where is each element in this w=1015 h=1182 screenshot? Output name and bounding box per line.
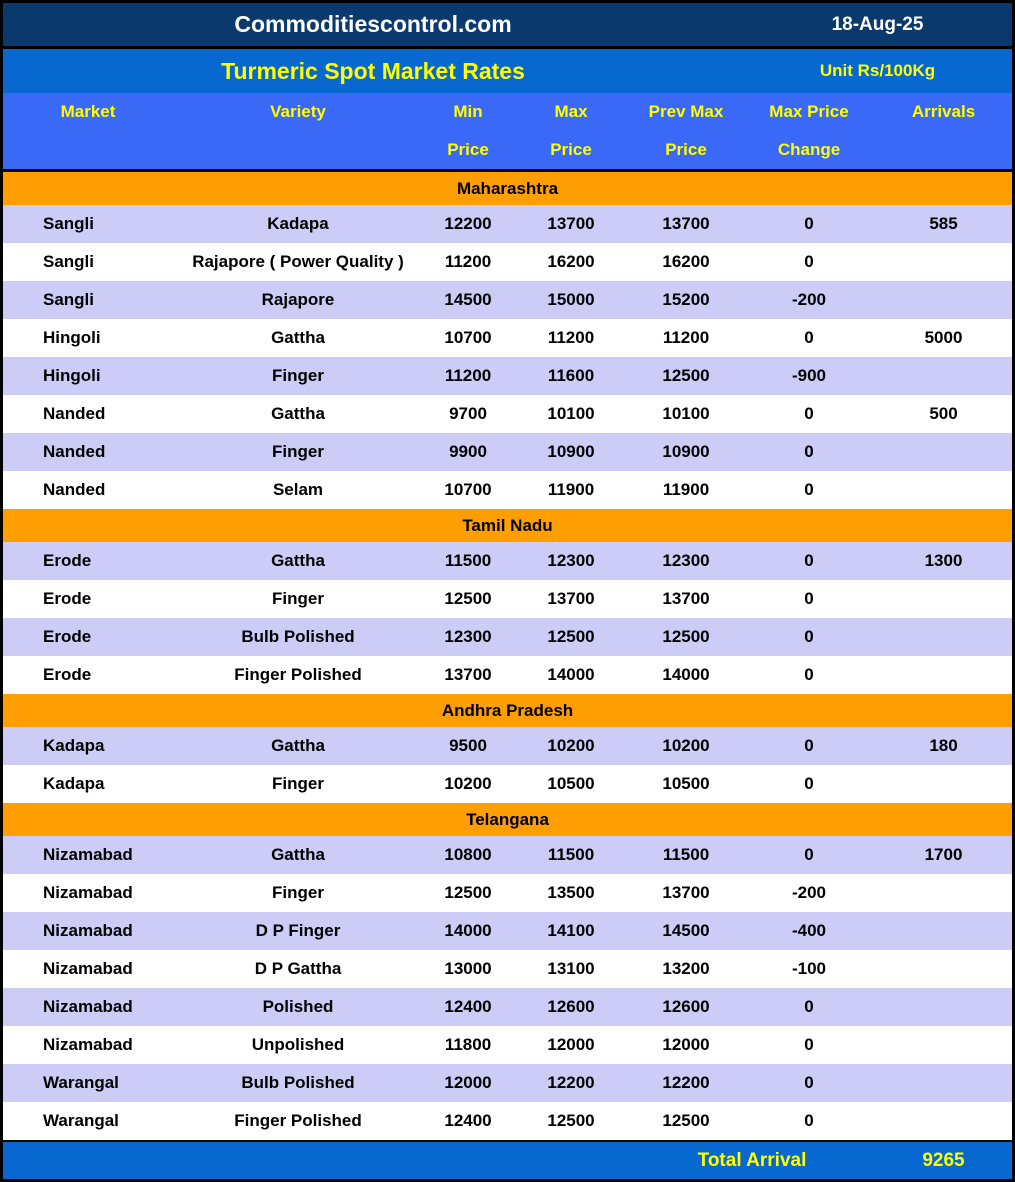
column-header-max-price: Change	[777, 140, 841, 159]
table-row	[3, 912, 1012, 950]
max-price-change-cell: 0	[804, 845, 814, 864]
min-price-cell: 11200	[444, 366, 492, 385]
prev-max-price-cell: 13200	[662, 959, 710, 978]
table-section	[3, 694, 1012, 803]
min-price-cell: 9500	[449, 736, 487, 755]
max-price-change-cell: 0	[804, 328, 814, 347]
prev-max-price-cell: 14500	[662, 921, 710, 940]
prev-max-price-cell: 12200	[662, 1073, 710, 1092]
max-price-change-cell: 0	[804, 665, 814, 684]
column-header-max-price: Max Price	[769, 102, 849, 121]
table-row	[3, 205, 1012, 243]
max-price-cell: 14100	[547, 921, 595, 940]
market-cell: Kadapa	[43, 736, 105, 755]
prev-max-price-cell: 12000	[662, 1035, 710, 1054]
max-price-change-cell: -900	[791, 366, 827, 385]
prev-max-price-cell: 12600	[662, 997, 710, 1016]
column-header-bar	[3, 93, 1012, 169]
column-header-prev-max: Prev Max	[648, 102, 724, 121]
table-section	[3, 172, 1012, 509]
variety-cell: Finger Polished	[234, 665, 362, 684]
min-price-cell: 14500	[444, 290, 492, 309]
variety-cell: Gattha	[271, 551, 325, 570]
variety-cell: Finger	[272, 774, 324, 793]
max-price-cell: 10500	[547, 774, 595, 793]
prev-max-price-cell: 15200	[662, 290, 710, 309]
min-price-cell: 10200	[444, 774, 492, 793]
table-row	[3, 281, 1012, 319]
min-price-cell: 10700	[444, 480, 492, 499]
table-row	[3, 471, 1012, 509]
top-header-bar	[3, 3, 1012, 46]
max-price-change-cell: 0	[804, 214, 814, 233]
table-row	[3, 433, 1012, 471]
unit-label: Unit Rs/100Kg	[819, 61, 936, 80]
table-row	[3, 1064, 1012, 1102]
site-title: Commoditiescontrol.com	[234, 11, 512, 37]
variety-cell: Finger	[272, 366, 324, 385]
max-price-cell: 12300	[547, 551, 595, 570]
market-cell: Erode	[43, 627, 92, 646]
max-price-change-cell: 0	[804, 627, 814, 646]
max-price-cell: 13700	[547, 214, 595, 233]
max-price-change-cell: 0	[804, 404, 814, 423]
column-header-min: Min	[453, 102, 483, 121]
prev-max-price-cell: 13700	[662, 214, 710, 233]
table-row	[3, 765, 1012, 803]
column-header-row	[3, 93, 1012, 131]
max-price-cell: 15000	[547, 290, 595, 309]
max-price-change-cell: -200	[791, 290, 827, 309]
max-price-cell: 11500	[547, 845, 595, 864]
table-row	[3, 874, 1012, 912]
variety-cell: Polished	[262, 997, 334, 1016]
max-price-change-cell: 0	[804, 442, 814, 461]
prev-max-price-cell: 13700	[662, 589, 710, 608]
variety-cell: D P Finger	[255, 921, 341, 940]
market-cell: Warangal	[43, 1073, 119, 1092]
prev-max-price-cell: 10200	[662, 736, 710, 755]
market-cell: Nizamabad	[43, 1035, 133, 1054]
market-cell: Sangli	[43, 214, 95, 233]
column-header-max: Max	[554, 102, 588, 121]
market-cell: Warangal	[43, 1111, 119, 1130]
footer-bar	[3, 1142, 1012, 1179]
max-price-cell: 10100	[547, 404, 595, 423]
market-cell: Sangli	[43, 252, 95, 271]
min-price-cell: 12500	[444, 589, 492, 608]
variety-cell: Bulb Polished	[241, 1073, 355, 1092]
arrivals-cell: 1700	[924, 845, 963, 864]
min-price-cell: 10700	[444, 328, 492, 347]
max-price-cell: 14000	[547, 665, 595, 684]
max-price-cell: 12500	[547, 1111, 595, 1130]
variety-cell: Gattha	[271, 736, 325, 755]
column-header-min: Price	[447, 140, 489, 159]
section-header: Tamil Nadu	[3, 509, 1012, 542]
min-price-cell: 13700	[444, 665, 492, 684]
max-price-change-cell: -200	[791, 883, 827, 902]
arrivals-cell: 5000	[924, 328, 963, 347]
max-price-change-cell: 0	[804, 252, 814, 271]
variety-cell: Gattha	[271, 845, 325, 864]
max-price-cell: 12500	[547, 627, 595, 646]
variety-cell: Bulb Polished	[241, 627, 355, 646]
market-cell: Nizamabad	[43, 883, 133, 902]
max-price-cell: 11900	[547, 480, 595, 499]
market-cell: Kadapa	[43, 774, 105, 793]
max-price-cell: 11200	[547, 328, 595, 347]
table-row	[3, 988, 1012, 1026]
max-price-change-cell: 0	[804, 1073, 814, 1092]
market-cell: Hingoli	[43, 366, 101, 385]
column-header-prev-max: Price	[665, 140, 707, 159]
min-price-cell: 12000	[444, 1073, 492, 1092]
variety-cell: Finger	[272, 442, 324, 461]
market-cell: Nizamabad	[43, 845, 133, 864]
max-price-cell: 13100	[547, 959, 595, 978]
max-price-change-cell: 0	[804, 480, 814, 499]
prev-max-price-cell: 14000	[662, 665, 710, 684]
max-price-change-cell: 0	[804, 589, 814, 608]
min-price-cell: 12400	[444, 1111, 492, 1130]
min-price-cell: 11200	[444, 252, 492, 271]
section-header: Telangana	[3, 803, 1012, 836]
min-price-cell: 12500	[444, 883, 492, 902]
table-row	[3, 1102, 1012, 1140]
min-price-cell: 9900	[449, 442, 487, 461]
table-section	[3, 509, 1012, 694]
min-price-cell: 13000	[444, 959, 492, 978]
prev-max-price-cell: 10900	[662, 442, 710, 461]
min-price-cell: 12400	[444, 997, 492, 1016]
total-arrival-label: Total Arrival	[697, 1149, 807, 1171]
prev-max-price-cell: 12500	[662, 627, 710, 646]
table-body	[3, 172, 1012, 1140]
max-price-cell: 13500	[547, 883, 595, 902]
variety-cell: Selam	[272, 480, 324, 499]
market-cell: Nizamabad	[43, 997, 133, 1016]
title-bar	[3, 49, 1012, 93]
section-header: Maharashtra	[3, 172, 1012, 205]
arrivals-cell: 180	[929, 736, 958, 755]
prev-max-price-cell: 10100	[662, 404, 710, 423]
market-cell: Sangli	[43, 290, 95, 309]
max-price-cell: 12000	[547, 1035, 595, 1054]
market-cell: Nanded	[43, 442, 106, 461]
table-row	[3, 656, 1012, 694]
table-row	[3, 950, 1012, 988]
max-price-cell: 12600	[547, 997, 595, 1016]
market-cell: Nanded	[43, 480, 106, 499]
table-row	[3, 395, 1012, 433]
market-cell: Nanded	[43, 404, 106, 423]
table-row	[3, 727, 1012, 765]
table-row	[3, 618, 1012, 656]
min-price-cell: 12300	[444, 627, 492, 646]
min-price-cell: 10800	[444, 845, 492, 864]
min-price-cell: 12200	[444, 214, 492, 233]
prev-max-price-cell: 11500	[662, 845, 710, 864]
table-row	[3, 1026, 1012, 1064]
column-header-variety: Variety	[270, 102, 326, 121]
min-price-cell: 11500	[444, 551, 492, 570]
table-row	[3, 836, 1012, 874]
variety-cell: Gattha	[271, 328, 325, 347]
max-price-change-cell: -400	[791, 921, 827, 940]
variety-cell: Rajapore	[261, 290, 335, 309]
arrivals-cell: 500	[929, 404, 958, 423]
min-price-cell: 9700	[449, 404, 487, 423]
variety-cell: Finger Polished	[234, 1111, 362, 1130]
market-cell: Erode	[43, 551, 92, 570]
page-title: Turmeric Spot Market Rates	[221, 57, 525, 84]
max-price-cell: 11600	[547, 366, 595, 385]
market-cell: Erode	[43, 665, 92, 684]
variety-cell: Rajapore ( Power Quality )	[192, 252, 404, 271]
min-price-cell: 11800	[444, 1035, 492, 1054]
prev-max-price-cell: 11200	[662, 328, 710, 347]
variety-cell: Kadapa	[267, 214, 329, 233]
table-row	[3, 319, 1012, 357]
max-price-cell: 13700	[547, 589, 595, 608]
table-section	[3, 803, 1012, 1140]
max-price-change-cell: -100	[791, 959, 827, 978]
max-price-change-cell: 0	[804, 736, 814, 755]
max-price-change-cell: 0	[804, 551, 814, 570]
min-price-cell: 14000	[444, 921, 492, 940]
column-header-arrivals: Arrivals	[911, 102, 976, 121]
variety-cell: Finger	[272, 883, 324, 902]
market-cell: Nizamabad	[43, 921, 133, 940]
variety-cell: Gattha	[271, 404, 325, 423]
column-header-max: Price	[550, 140, 592, 159]
prev-max-price-cell: 16200	[662, 252, 710, 271]
arrivals-cell: 585	[929, 214, 958, 233]
variety-cell: D P Gattha	[254, 959, 342, 978]
prev-max-price-cell: 13700	[662, 883, 710, 902]
prev-max-price-cell: 12300	[662, 551, 710, 570]
max-price-cell: 16200	[547, 252, 595, 271]
market-cell: Hingoli	[43, 328, 101, 347]
table-row	[3, 357, 1012, 395]
max-price-cell: 12200	[547, 1073, 595, 1092]
max-price-cell: 10200	[547, 736, 595, 755]
variety-cell: Unpolished	[251, 1035, 345, 1054]
report-date: 18-Aug-25	[831, 13, 924, 35]
market-cell: Erode	[43, 589, 92, 608]
table-row	[3, 243, 1012, 281]
prev-max-price-cell: 12500	[662, 366, 710, 385]
prev-max-price-cell: 10500	[662, 774, 710, 793]
max-price-change-cell: 0	[804, 1111, 814, 1130]
max-price-cell: 10900	[547, 442, 595, 461]
total-arrival-value: 9265	[922, 1149, 965, 1171]
column-header-market: Market	[60, 102, 116, 121]
variety-cell: Finger	[272, 589, 324, 608]
table-row	[3, 542, 1012, 580]
prev-max-price-cell: 11900	[662, 480, 710, 499]
arrivals-cell: 1300	[924, 551, 963, 570]
column-header-row	[3, 131, 1012, 169]
prev-max-price-cell: 12500	[662, 1111, 710, 1130]
table-row	[3, 580, 1012, 618]
max-price-change-cell: 0	[804, 1035, 814, 1054]
max-price-change-cell: 0	[804, 997, 814, 1016]
market-cell: Nizamabad	[43, 959, 133, 978]
max-price-change-cell: 0	[804, 774, 814, 793]
section-header: Andhra Pradesh	[3, 694, 1012, 727]
